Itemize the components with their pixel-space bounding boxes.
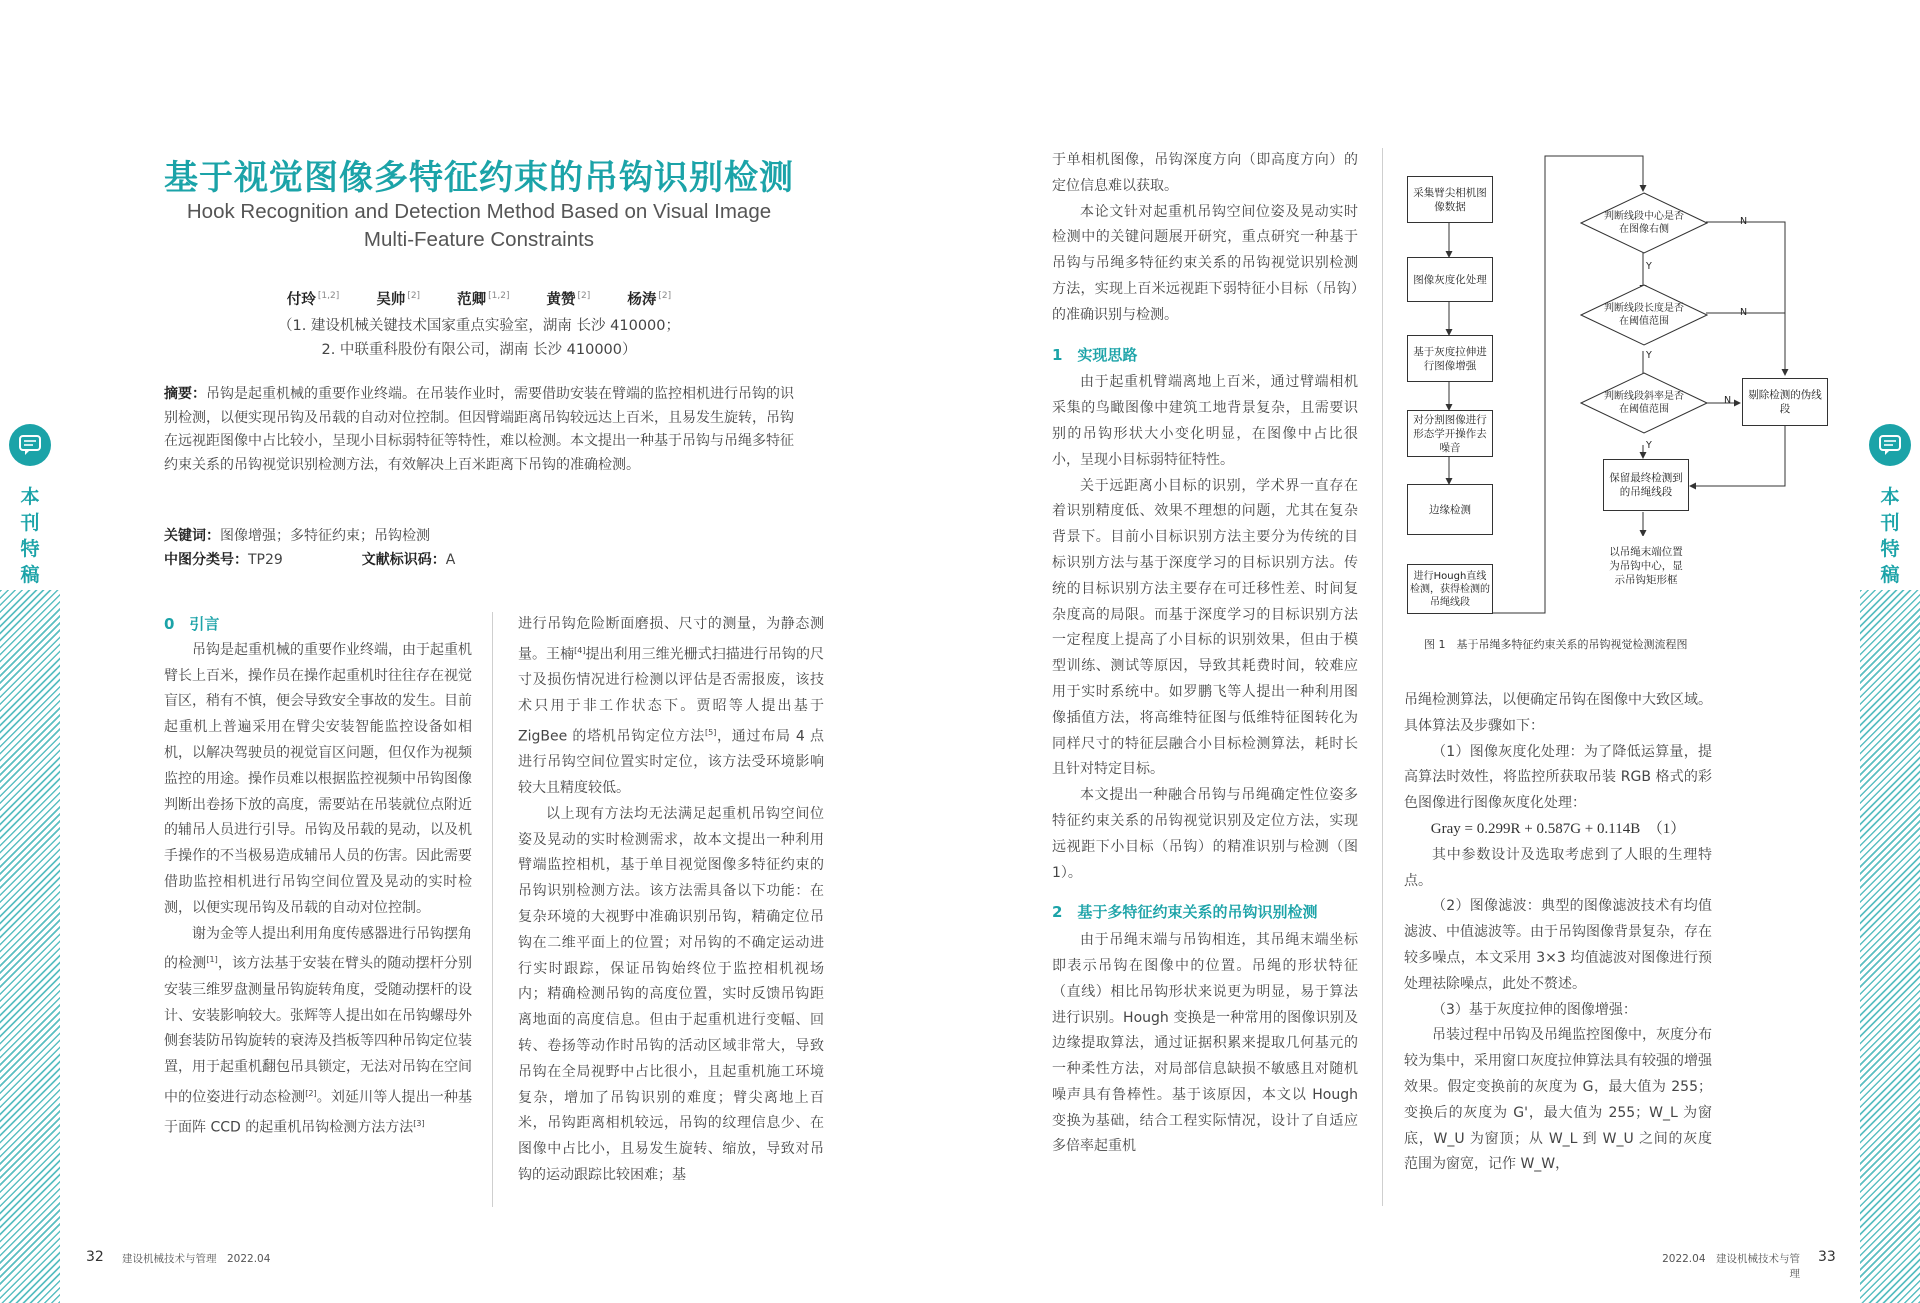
- column-separator: [492, 612, 493, 1207]
- flow-step-enhance: 基于灰度拉伸进行图像增强: [1407, 335, 1493, 382]
- flow-step-morphology: 对分割图像进行形态学开操作去噪音: [1407, 410, 1493, 457]
- flow-label-yes: Y: [1646, 350, 1652, 361]
- article-title-cn: 基于视觉图像多特征约束的吊钩识别检测: [164, 158, 794, 198]
- left-side-tag: [0, 424, 60, 588]
- right-stripe-decoration: [1860, 590, 1920, 1303]
- book-chat-icon: [1869, 424, 1911, 466]
- paragraph: 本论文针对起重机吊钩空间位姿及晃动实时检测中的关键问题展开研究，重点研究一种基于吊钩与吊绳多特征约束关系的吊钩视觉识别检测方法，实现上百米远视距下弱特征小目标（吊钩）的准确识别与检测。: [1052, 203, 1358, 323]
- author: 黄赞 [2]: [546, 291, 591, 308]
- classification-line: 中图分类号：TP29 文献标识码：A: [164, 552, 456, 568]
- flow-step-keep-lines: 保留最终检测到的吊绳线段: [1603, 459, 1689, 511]
- paragraph: （1）图像灰度化处理：为了降低运算量，提高算法时效性，将监控所获取吊装 RGB 格式的彩色图像进行图像灰度化处理：: [1404, 743, 1712, 812]
- flow-decision-length: 判断线段长度是否在阈值范围: [1604, 303, 1684, 327]
- journal-footer-left: 建设机械技术与管理 2022.04: [122, 1253, 271, 1265]
- column-separator: [1382, 148, 1383, 1206]
- author: 范卿 [1,2]: [457, 291, 510, 308]
- paragraph: 吊绳检测算法，以便确定吊钩在图像中大致区域。具体算法及步骤如下：: [1404, 692, 1712, 734]
- column-4: [1404, 688, 1712, 1178]
- flow-step-hough: 进行Hough直线检测，获得检测的吊绳线段: [1407, 564, 1493, 614]
- paragraph: 进行吊钩危险断面磨损、尺寸的测量，为静态测量。王楠[4]提出利用三维光栅式扫描进行吊钩的尺寸及损伤情况进行检测以评估是否需报废，该技术只用于非工作状态下。贾昭等人提出基于 ZigBee 的塔机吊钩定位方法[5]，通过布局 4 点进行吊钩空间位置实时定位，该方法受环境影响较大且精度较低。: [518, 616, 824, 797]
- abstract: 摘要：吊钩是起重机械的重要作业终端。在吊装作业时，需要借助安装在臂端的监控相机进行吊钩的识别检测，以便实现吊钩及吊载的自动对位控制。但因臂端距离吊钩较远达上百米，且易发生旋转，吊钩在远视距图像中占比较小，呈现小目标弱特征等特性，难以检测。本文提出一种基于吊钩与吊绳多特征约束关系的吊钩视觉识别检测方法，有效解决上百米距离下吊钩的准确检测。: [164, 386, 794, 473]
- paragraph: 关于远距离小目标的识别，学术界一直存在着识别精度低、效果不理想的问题，尤其在复杂背景下。目前小目标识别方法主要分为传统的目标识别方法与基于深度学习的目标识别方法。传统的目标识别方法主要存在可迁移性差、时间复杂度高的局限。而基于深度学习的目标识别方法一定程度上提高了小目标的识别效果，但由于模型训练、测试等原因，导致其耗费时间，较难应用于实时系统中。如罗鹏飞等人提出一种利用图像插值方法，将高维特征图与低维特征图转化为同样尺寸的特征层融合小目标检测算法，耗时长且针对特定目标。: [1052, 477, 1358, 778]
- affiliation-2: 2. 中联重科股份有限公司，湖南 长沙 410000）: [321, 342, 637, 358]
- side-tag-text: 本 刊 特 稿: [20, 486, 40, 586]
- flow-decision-slope: 判断线段斜率是否在阈值范围: [1604, 391, 1684, 415]
- author: 付玲 [1,2]: [286, 291, 340, 308]
- paragraph: 吊钩是起重机械的重要作业终端，由于起重机臂长上百米，操作员在操作起重机时往往存在视觉盲区，稍有不慎，便会导致安全事故的发生。目前起重机上普遍采用在臂尖安装智能监控设备如相机，以解决驾驶员的视觉盲区问题，但仅作为视频监控的用途。操作员难以根据监控视频中吊钩图像判断出卷扬下放的高度，需要站在吊装就位点附近的辅吊人员进行引导。吊钩及吊载的晃动，以及机手操作的不当极易造成辅吊人员的伤害。因此需要借助监控相机进行吊钩空间位置及晃动的实时检测，以便实现吊钩及吊载的自动对位控制。: [164, 641, 472, 916]
- flow-step-capture: 采集臂尖相机图像数据: [1407, 176, 1493, 223]
- paragraph: 由于起重机臂端离地上百米，通过臂端相机采集的鸟瞰图像中建筑工地背景复杂，且需要识别的吊钩形状大小变化明显，在图像中占比很小，呈现小目标弱特征特性。: [1052, 374, 1358, 468]
- author-list: [164, 288, 794, 309]
- page-number-left: 32: [86, 1249, 104, 1265]
- paragraph: 本文提出一种融合吊钩与吊绳确定性位姿多特征约束关系的吊钩视觉识别及定位方法，实现远视距下小目标（吊钩）的精准识别与检测（图 1）。: [1052, 787, 1358, 881]
- article-title-en: Hook Recognition and Detection Method Based on Visual Image Multi-Feature Constraints: [186, 200, 772, 251]
- section-heading: 1 实现思路: [1052, 345, 1138, 364]
- flow-label-yes: Y: [1646, 440, 1652, 451]
- author: 杨涛 [2]: [627, 291, 672, 308]
- paragraph: 由于吊绳末端与吊钩相连，其吊绳末端坐标即表示吊钩在图像中的位置。吊绳的形状特征（直线）相比吊钩形状来说更为明显，易于算法进行识别。Hough 变换是一种常用的图像识别及边缘提取算法，通过证据积累来提取几何基元的一种柔性方法，对局部信息缺损不敏感且对随机噪声具有鲁棒性。基于该原因，本文以 Hough 变换为基础，结合工程实际情况，设计了自适应多倍率起重机: [1052, 932, 1358, 1155]
- right-side-tag: [1860, 424, 1920, 588]
- paragraph: （2）图像滤波：典型的图像滤波技术有均值滤波、中值滤波等。由于吊钩图像背景复杂，存在较多噪点，本文采用 3×3 均值滤波对图像进行预处理祛除噪点，此处不赘述。: [1404, 898, 1712, 992]
- keywords-line: 关键词：图像增强；多特征约束；吊钩检测: [164, 528, 430, 544]
- flow-label-no: N: [1724, 395, 1732, 406]
- flow-step-edge-detect: 边缘检测: [1407, 484, 1493, 535]
- column-2: [518, 612, 824, 1189]
- paragraph: 谢为金等人提出利用角度传感器进行吊钩摆角的检测[1]，该方法基于安装在臂头的随动摆杆分别安装三维罗盘测量吊钩旋转角度，受随动摆杆的设计、安装影响较大。张辉等人提出如在吊钩螺母外侧套装防吊钩旋转的衰涛及挡板等四种吊钩定位装置，用于起重机翻包吊具锁定，无法对吊钩在空间中的位姿进行动态检测[2]。刘延川等人提出一种基于面阵 CCD 的起重机吊钩检测方法方法[3]: [164, 925, 473, 1137]
- flow-step-remove-false: 剔除检测的伪线段: [1742, 378, 1828, 426]
- section-heading: 0 引言: [164, 615, 220, 633]
- flow-label-no: N: [1740, 307, 1748, 318]
- page-number-right: 33: [1818, 1249, 1836, 1265]
- section-heading: 2 基于多特征约束关系的吊钩识别检测: [1052, 903, 1318, 922]
- flow-decision-center: 判断线段中心是否在图像右侧: [1604, 211, 1684, 235]
- flow-step-grayscale: 图像灰度化处理: [1407, 257, 1493, 302]
- formula-1: Gray = 0.299R + 0.587G + 0.114B （1）: [1430, 820, 1686, 837]
- left-stripe-decoration: [0, 590, 60, 1303]
- column-1: [164, 612, 472, 1142]
- paragraph: 于单相机图像，吊钩深度方向（即高度方向）的定位信息难以获取。: [1052, 152, 1358, 194]
- column-3: [1052, 148, 1358, 1160]
- paragraph: 吊装过程中吊钩及吊绳监控图像中，灰度分布较为集中，采用窗口灰度拉伸算法具有较强的增强效果。假定变换前的灰度为 G，最大值为 255；变换后的灰度为 G'，最大值为 255；W_L 为窗底，W_U 为窗顶；从 W_L 到 W_U 之间的灰度范围为窗宽，记作 W_W，: [1404, 1027, 1712, 1173]
- author: 吴帅 [2]: [376, 291, 421, 308]
- paragraph: （3）基于灰度拉伸的图像增强：: [1432, 1001, 1637, 1018]
- paragraph: 以上现有方法均无法满足起重机吊钩空间位姿及晃动的实时检测需求，故本文提出一种利用臂端监控相机，基于单目视觉图像多特征约束的吊钩识别检测方法。该方法需具备以下功能：在复杂环境的大视野中准确识别吊钩，精确定位吊钩在二维平面上的位置；对吊钩的不确定运动进行实时跟踪，保证吊钩始终位于监控相机视场内；精确检测吊钩的高度位置，实时反馈吊钩距离地面的高度信息。但由于起重机进行变幅、回转、卷扬等动作时吊钩的活动区域非常大，导致吊钩在全局视野中占比很小，且起重机施工环境复杂，增加了吊钩识别的难度；臂尖离地上百米，吊钩距离相机较远，吊钩的纹理信息少、在图像中占比小，且易发生旋转、缩放，导致对吊钩的运动跟踪比较困难；基: [518, 805, 824, 1184]
- journal-footer-right: 2022.04 建设机械技术与管理: [1662, 1253, 1800, 1280]
- book-chat-icon: [9, 424, 51, 466]
- figure-caption: 图 1 基于吊绳多特征约束关系的吊钩视觉检测流程图: [1424, 638, 1688, 651]
- flow-label-yes: Y: [1646, 261, 1652, 272]
- flow-step-show-box: 以吊绳末端位置为吊钩中心，显示吊钩矩形框: [1603, 536, 1689, 595]
- paragraph: 其中参数设计及选取考虑到了人眼的生理特点。: [1404, 846, 1712, 889]
- side-tag-text: 本 刊 特 稿: [1880, 486, 1900, 586]
- affiliation-1: （1. 建设机械关键技术国家重点实验室，湖南 长沙 410000；: [277, 318, 680, 334]
- flow-label-no: N: [1740, 216, 1748, 227]
